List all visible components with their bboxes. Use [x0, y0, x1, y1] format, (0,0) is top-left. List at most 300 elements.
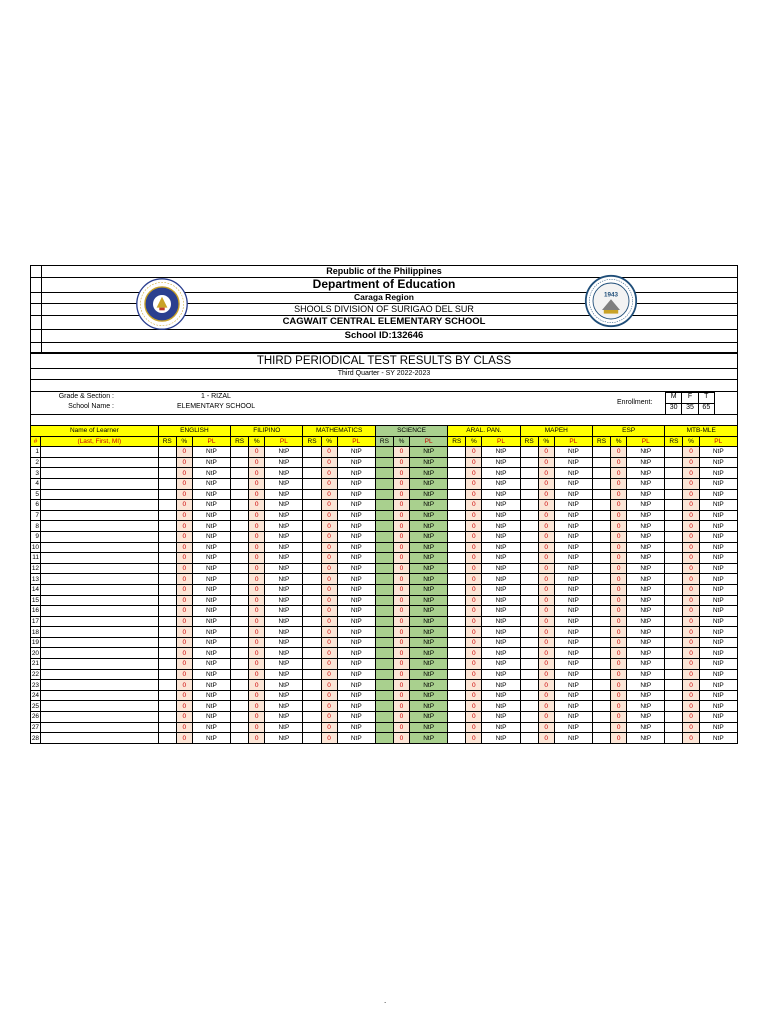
- rs-cell: [158, 489, 176, 500]
- pct-cell: 0: [611, 542, 627, 553]
- pct-cell: 0: [249, 489, 265, 500]
- table-row: [31, 510, 738, 521]
- pl-cell: NtP: [554, 659, 592, 670]
- table-row: [31, 680, 738, 691]
- pct-cell: 0: [611, 510, 627, 521]
- rs-cell: [665, 733, 683, 744]
- pl-cell: NtP: [410, 553, 448, 564]
- pct-cell: 0: [321, 701, 337, 712]
- pct-cell: 0: [393, 690, 409, 701]
- rs-cell: [375, 690, 393, 701]
- pct-cell: 0: [321, 500, 337, 511]
- pct-cell: 0: [321, 616, 337, 627]
- rs-cell: [448, 553, 466, 564]
- rs-cell: [158, 722, 176, 733]
- rs-cell: [593, 478, 611, 489]
- rs-cell: [375, 468, 393, 479]
- rs-cell: [375, 627, 393, 638]
- row-number: 28: [31, 734, 40, 742]
- pl-cell: NtP: [337, 648, 375, 659]
- learner-name-cell: [41, 553, 159, 564]
- pct-cell: 0: [466, 606, 482, 617]
- rs-cell: [520, 616, 538, 627]
- rs-cell: [448, 616, 466, 627]
- table-row: [31, 553, 738, 564]
- rs-cell: [593, 447, 611, 458]
- pl-cell: NtP: [192, 542, 230, 553]
- pct-cell: 0: [683, 521, 699, 532]
- row-number: 15: [31, 596, 40, 604]
- pct-cell: 0: [538, 701, 554, 712]
- rs-cell: [520, 627, 538, 638]
- pct-cell: 0: [538, 457, 554, 468]
- pct-cell: 0: [466, 531, 482, 542]
- pl-cell: NtP: [410, 489, 448, 500]
- rs-cell: [593, 712, 611, 723]
- rs-cell: [375, 659, 393, 670]
- rs-cell: [665, 521, 683, 532]
- rs-cell: [520, 489, 538, 500]
- rs-cell: [303, 574, 321, 585]
- pl-cell: NtP: [554, 478, 592, 489]
- pct-cell: 0: [611, 500, 627, 511]
- school-name-value: ELEMENTARY SCHOOL: [177, 403, 256, 410]
- pct-cell: 0: [611, 712, 627, 723]
- pl-cell: NtP: [699, 669, 737, 680]
- pct-cell: 0: [176, 616, 192, 627]
- rs-cell: [158, 468, 176, 479]
- row-number: 11: [32, 554, 40, 562]
- rs-cell: [448, 627, 466, 638]
- pct-cell: 0: [611, 457, 627, 468]
- pct-cell: 0: [538, 553, 554, 564]
- pct-cell: 0: [249, 447, 265, 458]
- division-line: SHOOLS DIVISION OF SURIGAO DEL SUR: [31, 303, 737, 316]
- rs-cell: [158, 447, 176, 458]
- rs-cell: [303, 478, 321, 489]
- pct-cell: 0: [683, 606, 699, 617]
- pct-cell: 0: [249, 595, 265, 606]
- pct-cell: 0: [321, 637, 337, 648]
- pct-cell: 0: [393, 616, 409, 627]
- pct-cell: 0: [683, 489, 699, 500]
- pl-cell: NtP: [192, 447, 230, 458]
- learner-name-cell: [41, 478, 159, 489]
- learner-name-cell: [41, 669, 159, 680]
- pl-cell: NtP: [192, 701, 230, 712]
- pct-cell: 0: [321, 521, 337, 532]
- rs-cell: [520, 500, 538, 511]
- pct-cell: 0: [249, 584, 265, 595]
- pl-cell: NtP: [265, 447, 303, 458]
- region-line: Caraga Region: [31, 292, 737, 304]
- rs-cell: [593, 680, 611, 691]
- pl-cell: NtP: [627, 468, 665, 479]
- learner-name-cell: [41, 574, 159, 585]
- rs-cell: [665, 574, 683, 585]
- pct-cell: 0: [176, 595, 192, 606]
- rs-cell: [448, 659, 466, 670]
- rs-cell: [231, 659, 249, 670]
- letterhead: [30, 265, 738, 353]
- rs-cell: [593, 606, 611, 617]
- learner-name-cell: [41, 521, 159, 532]
- pct-cell: 0: [176, 680, 192, 691]
- learner-name-cell: [41, 627, 159, 638]
- rs-cell: [448, 722, 466, 733]
- learner-name-cell: [41, 563, 159, 574]
- pct-header: %: [176, 436, 192, 447]
- pct-cell: 0: [321, 468, 337, 479]
- table-row: [31, 669, 738, 680]
- rs-cell: [231, 680, 249, 691]
- rs-cell: [520, 722, 538, 733]
- pl-cell: NtP: [699, 701, 737, 712]
- pct-cell: 0: [466, 616, 482, 627]
- pct-cell: 0: [538, 447, 554, 458]
- rs-cell: [158, 595, 176, 606]
- pl-header: PL: [699, 436, 737, 447]
- pl-cell: NtP: [554, 584, 592, 595]
- rs-cell: [231, 584, 249, 595]
- pl-cell: NtP: [554, 690, 592, 701]
- pl-cell: NtP: [192, 574, 230, 585]
- pl-cell: NtP: [265, 542, 303, 553]
- pl-cell: NtP: [337, 542, 375, 553]
- pl-cell: NtP: [699, 531, 737, 542]
- rs-cell: [375, 457, 393, 468]
- rs-cell: [520, 521, 538, 532]
- table-row: [31, 722, 738, 733]
- pct-cell: 0: [393, 669, 409, 680]
- pl-header: PL: [265, 436, 303, 447]
- pl-cell: NtP: [699, 648, 737, 659]
- pct-cell: 0: [466, 489, 482, 500]
- pct-header: %: [611, 436, 627, 447]
- pct-cell: 0: [393, 574, 409, 585]
- pct-cell: 0: [611, 616, 627, 627]
- pct-cell: 0: [466, 712, 482, 723]
- pct-cell: 0: [538, 531, 554, 542]
- pl-cell: NtP: [265, 510, 303, 521]
- pct-cell: 0: [393, 659, 409, 670]
- school-id-line: School ID:132646: [31, 329, 737, 343]
- rs-cell: [231, 468, 249, 479]
- pct-cell: 0: [466, 500, 482, 511]
- row-number: 10: [31, 543, 40, 551]
- pl-cell: NtP: [192, 468, 230, 479]
- rs-cell: [303, 680, 321, 691]
- rs-header: RS: [375, 436, 393, 447]
- pl-cell: NtP: [554, 595, 592, 606]
- pl-cell: NtP: [554, 521, 592, 532]
- rs-cell: [593, 637, 611, 648]
- pl-cell: NtP: [482, 563, 520, 574]
- pct-cell: 0: [683, 595, 699, 606]
- pct-cell: 0: [683, 680, 699, 691]
- pl-cell: NtP: [265, 648, 303, 659]
- pct-cell: 0: [683, 733, 699, 744]
- rs-cell: [665, 690, 683, 701]
- rs-cell: [158, 531, 176, 542]
- rs-cell: [231, 478, 249, 489]
- pct-cell: 0: [683, 531, 699, 542]
- pl-header: PL: [410, 436, 448, 447]
- rs-cell: [520, 553, 538, 564]
- pl-cell: NtP: [482, 722, 520, 733]
- pl-cell: NtP: [265, 478, 303, 489]
- pl-cell: NtP: [410, 701, 448, 712]
- rs-cell: [593, 500, 611, 511]
- pl-cell: NtP: [265, 616, 303, 627]
- pl-cell: NtP: [482, 701, 520, 712]
- pl-cell: NtP: [699, 447, 737, 458]
- pct-cell: 0: [176, 712, 192, 723]
- table-row: [31, 627, 738, 638]
- rs-cell: [593, 521, 611, 532]
- school-line: CAGWAIT CENTRAL ELEMENTARY SCHOOL: [31, 315, 737, 330]
- pct-cell: 0: [611, 574, 627, 585]
- rs-cell: [520, 447, 538, 458]
- rs-cell: [303, 701, 321, 712]
- pl-cell: NtP: [482, 553, 520, 564]
- pl-cell: NtP: [337, 722, 375, 733]
- rs-cell: [448, 733, 466, 744]
- pct-cell: 0: [393, 542, 409, 553]
- pct-cell: 0: [466, 447, 482, 458]
- row-number: 25: [31, 702, 40, 710]
- pl-cell: NtP: [192, 500, 230, 511]
- rs-cell: [231, 542, 249, 553]
- table-row: [31, 500, 738, 511]
- pl-cell: NtP: [554, 616, 592, 627]
- rs-cell: [303, 637, 321, 648]
- rs-cell: [593, 542, 611, 553]
- rs-cell: [303, 659, 321, 670]
- pl-cell: NtP: [482, 637, 520, 648]
- rs-cell: [375, 521, 393, 532]
- rs-cell: [593, 595, 611, 606]
- pct-cell: 0: [683, 584, 699, 595]
- rs-cell: [303, 648, 321, 659]
- pl-cell: NtP: [410, 500, 448, 511]
- pl-cell: NtP: [337, 510, 375, 521]
- enrollment-t-header: T: [704, 393, 709, 400]
- rs-cell: [303, 606, 321, 617]
- rs-cell: [520, 637, 538, 648]
- rs-cell: [665, 457, 683, 468]
- pl-cell: NtP: [265, 659, 303, 670]
- pct-cell: 0: [321, 648, 337, 659]
- pl-cell: NtP: [627, 457, 665, 468]
- pct-cell: 0: [538, 733, 554, 744]
- rs-cell: [520, 457, 538, 468]
- table-row: [31, 531, 738, 542]
- pl-cell: NtP: [192, 510, 230, 521]
- pct-cell: 0: [393, 468, 409, 479]
- rs-cell: [520, 648, 538, 659]
- subject-header: ESP: [593, 426, 665, 437]
- rs-cell: [593, 457, 611, 468]
- rs-cell: [593, 690, 611, 701]
- rs-cell: [158, 500, 176, 511]
- pl-cell: NtP: [265, 500, 303, 511]
- rs-cell: [231, 510, 249, 521]
- pct-cell: 0: [249, 521, 265, 532]
- rs-cell: [375, 616, 393, 627]
- pl-cell: NtP: [482, 500, 520, 511]
- pct-cell: 0: [611, 659, 627, 670]
- pl-cell: NtP: [482, 648, 520, 659]
- pct-cell: 0: [466, 701, 482, 712]
- pct-cell: 0: [176, 521, 192, 532]
- rs-cell: [520, 468, 538, 479]
- rs-cell: [231, 595, 249, 606]
- pct-cell: 0: [538, 595, 554, 606]
- learner-name-cell: [41, 500, 159, 511]
- pl-cell: NtP: [554, 531, 592, 542]
- pct-cell: 0: [466, 669, 482, 680]
- pl-cell: NtP: [699, 733, 737, 744]
- row-number: 1: [31, 447, 41, 458]
- pl-cell: NtP: [337, 468, 375, 479]
- learner-name-cell: [41, 595, 159, 606]
- pct-cell: 0: [393, 733, 409, 744]
- rs-cell: [520, 584, 538, 595]
- rs-cell: [231, 521, 249, 532]
- pl-cell: NtP: [410, 680, 448, 691]
- rs-cell: [303, 733, 321, 744]
- pct-cell: 0: [249, 712, 265, 723]
- pl-cell: NtP: [554, 489, 592, 500]
- pl-cell: NtP: [482, 627, 520, 638]
- rs-cell: [231, 457, 249, 468]
- pl-cell: NtP: [410, 510, 448, 521]
- rs-cell: [520, 542, 538, 553]
- rs-cell: [303, 584, 321, 595]
- pct-cell: 0: [393, 680, 409, 691]
- pl-cell: NtP: [265, 627, 303, 638]
- rs-cell: [665, 659, 683, 670]
- pct-cell: 0: [393, 500, 409, 511]
- row-number: 21: [31, 660, 40, 668]
- pct-cell: 0: [538, 478, 554, 489]
- pct-cell: 0: [538, 690, 554, 701]
- pl-cell: NtP: [554, 637, 592, 648]
- pct-cell: 0: [538, 659, 554, 670]
- rs-cell: [520, 712, 538, 723]
- pct-cell: 0: [321, 669, 337, 680]
- pl-cell: NtP: [699, 595, 737, 606]
- rs-cell: [231, 712, 249, 723]
- rs-cell: [593, 722, 611, 733]
- pct-cell: 0: [249, 733, 265, 744]
- footer-mark: .: [384, 996, 387, 1005]
- pl-cell: NtP: [627, 637, 665, 648]
- pl-cell: NtP: [410, 447, 448, 458]
- table-row: [31, 447, 738, 458]
- rs-cell: [303, 521, 321, 532]
- rs-cell: [665, 584, 683, 595]
- row-number: 7: [31, 510, 41, 521]
- rs-cell: [520, 659, 538, 670]
- enrollment-m-header: M: [666, 393, 682, 403]
- pl-cell: NtP: [627, 521, 665, 532]
- learner-name-cell: [41, 637, 159, 648]
- rs-cell: [303, 553, 321, 564]
- pct-cell: 0: [176, 637, 192, 648]
- pl-cell: NtP: [699, 616, 737, 627]
- rs-cell: [593, 531, 611, 542]
- rs-cell: [593, 574, 611, 585]
- rs-cell: [375, 542, 393, 553]
- rs-cell: [448, 637, 466, 648]
- pct-cell: 0: [611, 468, 627, 479]
- pct-cell: 0: [249, 478, 265, 489]
- rs-cell: [448, 680, 466, 691]
- rs-cell: [158, 659, 176, 670]
- pct-cell: 0: [393, 478, 409, 489]
- rs-cell: [158, 701, 176, 712]
- pl-cell: NtP: [265, 574, 303, 585]
- rs-cell: [448, 701, 466, 712]
- pct-cell: 0: [176, 489, 192, 500]
- pl-cell: NtP: [192, 712, 230, 723]
- pl-cell: NtP: [699, 606, 737, 617]
- pl-cell: NtP: [627, 733, 665, 744]
- pl-header: PL: [554, 436, 592, 447]
- rs-cell: [375, 584, 393, 595]
- pl-cell: NtP: [699, 553, 737, 564]
- pl-cell: NtP: [482, 733, 520, 744]
- pl-cell: NtP: [265, 457, 303, 468]
- subject-header: FILIPINO: [231, 426, 303, 437]
- pl-cell: NtP: [627, 616, 665, 627]
- rs-cell: [375, 733, 393, 744]
- pl-cell: NtP: [265, 669, 303, 680]
- rs-cell: [593, 659, 611, 670]
- rs-cell: [375, 595, 393, 606]
- pct-cell: 0: [249, 510, 265, 521]
- rs-cell: [448, 447, 466, 458]
- pl-cell: NtP: [627, 510, 665, 521]
- pct-cell: 0: [683, 468, 699, 479]
- pct-cell: 0: [611, 595, 627, 606]
- pct-cell: 0: [249, 659, 265, 670]
- pl-cell: NtP: [337, 457, 375, 468]
- pl-cell: NtP: [337, 595, 375, 606]
- pl-cell: NtP: [192, 489, 230, 500]
- rs-cell: [231, 574, 249, 585]
- pct-cell: 0: [683, 447, 699, 458]
- subject-header: MATHEMATICS: [303, 426, 375, 437]
- pl-cell: NtP: [192, 627, 230, 638]
- learner-name-cell: [41, 733, 159, 744]
- rs-cell: [231, 553, 249, 564]
- pl-cell: NtP: [337, 563, 375, 574]
- pl-cell: NtP: [627, 669, 665, 680]
- pct-cell: 0: [611, 680, 627, 691]
- pct-cell: 0: [249, 669, 265, 680]
- pct-cell: 0: [466, 659, 482, 670]
- pct-cell: 0: [321, 510, 337, 521]
- table-row: [31, 457, 738, 468]
- pl-cell: NtP: [482, 669, 520, 680]
- table-row: [31, 542, 738, 553]
- rs-cell: [158, 680, 176, 691]
- pct-cell: 0: [538, 637, 554, 648]
- table-row: [31, 574, 738, 585]
